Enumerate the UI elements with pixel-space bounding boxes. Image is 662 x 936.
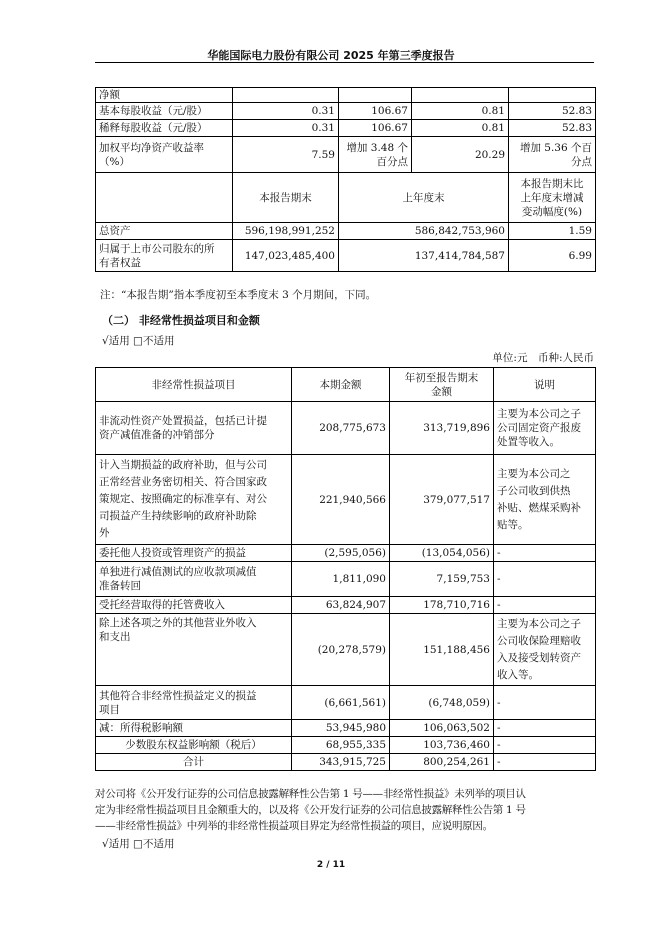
header-rule — [95, 62, 594, 63]
table-cell: 7.59 — [233, 137, 339, 173]
table-cell: 178,710,716 — [390, 597, 494, 614]
table-header-cell: 本期金额 — [292, 368, 390, 402]
table-cell: 106.67 — [339, 103, 412, 120]
table-cell: 受托经营取得的托管费收入 — [96, 597, 292, 614]
table-cell: - — [494, 545, 596, 562]
table-cell: 合计 — [96, 754, 292, 771]
key-financial-data-table — [95, 87, 596, 272]
table-cell: - — [494, 720, 596, 737]
table-row — [96, 240, 596, 272]
table-cell: 68,955,335 — [292, 737, 390, 754]
table-cell: 委托他人投资或管理资产的损益 — [96, 545, 292, 562]
table-row — [96, 88, 596, 103]
table-cell: 0.81 — [412, 103, 509, 120]
table-row — [96, 562, 596, 597]
table-header-cell: 本报告期末比 上年度末增减 变动幅度(%) — [509, 173, 596, 223]
table-cell: 0.81 — [412, 120, 509, 137]
table-header-cell: 说明 — [494, 368, 596, 402]
table-cell: 147,023,485,400 — [233, 240, 339, 272]
table-cell: 800,254,261 — [390, 754, 494, 771]
applicable-checkbox-text: √适用 □不适用 — [102, 838, 175, 850]
table-cell: 增加 3.48 个 百分点 — [339, 137, 412, 173]
page-number: 2 / 11 — [316, 860, 346, 870]
table-cell: 0.31 — [233, 103, 339, 120]
table-cell: 52.83 — [509, 103, 596, 120]
document-header-title: 华能国际电力股份有限公司 2025 年第三季度报告 — [207, 49, 455, 62]
table-row — [96, 686, 596, 720]
table-cell: 加权平均净资产收益率 （%） — [96, 137, 233, 173]
note-text: 注：“本报告期”指本季度初至本季度末 3 个月期间，下同。 — [100, 289, 377, 301]
explanation-paragraph: 对公司将《公开发行证券的公司信息披露解释性公告第 1 号——非经常性损益》未列举的项目认 定为非经常性损益项目且金额重大的，以及将《公开发行证券的公司信息披露解释性公告第 1 号 ——非经常性损益》中列举的非经常性损益项目界定为经常性损益的项目，应说明原因。 — [95, 788, 526, 832]
table-cell: 1.59 — [509, 223, 596, 240]
table-cell: - — [494, 754, 596, 771]
table-row — [96, 223, 596, 240]
table-cell: 增加 5.36 个百 分点 — [509, 137, 596, 173]
table-cell: 减：所得税影响额 — [96, 720, 292, 737]
table-cell: 主要为本公司之 子公司收到供热 补贴、燃煤采购补 贴等。 — [494, 455, 596, 545]
table-total-row — [96, 754, 596, 771]
table-cell: (13,054,056) — [390, 545, 494, 562]
table-row — [96, 103, 596, 120]
table-cell: (2,595,056) — [292, 545, 390, 562]
table-cell: 52.83 — [509, 120, 596, 137]
table-cell: 其他符合非经常性损益定义的损益 项目 — [96, 686, 292, 720]
table-cell: 总资产 — [96, 223, 233, 240]
table-cell: 非流动性资产处置损益，包括已计提 资产减值准备的冲销部分 — [96, 402, 292, 455]
table-row — [96, 614, 596, 686]
table-cell: 596,198,991,252 — [233, 223, 339, 240]
applicable-checkbox-text: √适用 □不适用 — [102, 335, 175, 347]
table-cell: 单独进行减值测试的应收款项减值 准备转回 — [96, 562, 292, 597]
table-cell: 7,159,753 — [390, 562, 494, 597]
table-cell: 计入当期损益的政府补助，但与公司 正常经营业务密切相关、符合国家政 策规定、按照确定的标准享有、对公 司损益产生持续影响的政府补助除 外 — [96, 455, 292, 545]
table-cell: - — [494, 686, 596, 720]
table-row — [96, 720, 596, 737]
table-cell: 净额 — [96, 88, 233, 103]
table-cell: - — [494, 737, 596, 754]
table-row — [96, 737, 596, 754]
table-cell: 6.99 — [509, 240, 596, 272]
table-row — [96, 173, 596, 223]
table-cell: 主要为本公司之子 公司固定资产报废 处置等收入。 — [494, 402, 596, 455]
table-cell: (6,748,059) — [390, 686, 494, 720]
table-cell: (6,661,561) — [292, 686, 390, 720]
table-row — [96, 402, 596, 455]
table-row — [96, 545, 596, 562]
table-row — [96, 455, 596, 545]
table-cell: 151,188,456 — [390, 614, 494, 686]
table-cell: 208,775,673 — [292, 402, 390, 455]
table-cell: 106.67 — [339, 120, 412, 137]
table-cell: 586,842,753,960 — [339, 223, 509, 240]
table-header-cell: 本报告期末 — [233, 173, 339, 223]
table-cell: 0.31 — [233, 120, 339, 137]
section-heading: （二） 非经常性损益项目和金额 — [102, 314, 260, 327]
table-cell: 1,811,090 — [292, 562, 390, 597]
table-header-cell: 上年度末 — [339, 173, 509, 223]
table-cell: 137,414,784,587 — [339, 240, 509, 272]
table-cell: 主要为本公司之子 公司收保险理赔收 入及接受划转资产 收入等。 — [494, 614, 596, 686]
table-cell: - — [494, 597, 596, 614]
table-cell: 343,915,725 — [292, 754, 390, 771]
table-cell: 103,736,460 — [390, 737, 494, 754]
table-cell: 基本每股收益（元/股） — [96, 103, 233, 120]
table-cell: 379,077,517 — [390, 455, 494, 545]
table-cell: 归属于上市公司股东的所 有者权益 — [96, 240, 233, 272]
table-cell: 63,824,907 — [292, 597, 390, 614]
table-header-row — [96, 368, 596, 402]
table-cell: 少数股东权益影响额（税后） — [96, 737, 292, 754]
table-cell: - — [494, 562, 596, 597]
non-recurring-items-table — [95, 367, 596, 771]
table-row — [96, 597, 596, 614]
table-row — [96, 120, 596, 137]
table-cell: (20,278,579) — [292, 614, 390, 686]
table-cell: 313,719,896 — [390, 402, 494, 455]
table-cell: 106,063,502 — [390, 720, 494, 737]
table-cell: 稀释每股收益（元/股） — [96, 120, 233, 137]
table-header-cell: 年初至报告期末 金额 — [390, 368, 494, 402]
unit-currency-label: 单位:元 币种:人民币 — [492, 352, 594, 364]
table-cell: 20.29 — [412, 137, 509, 173]
table-cell: 除上述各项之外的其他营业外收入 和支出 — [96, 614, 292, 686]
table-cell: 53,945,980 — [292, 720, 390, 737]
table-row — [96, 137, 596, 173]
table-header-cell: 非经常性损益项目 — [96, 368, 292, 402]
table-cell: 221,940,566 — [292, 455, 390, 545]
